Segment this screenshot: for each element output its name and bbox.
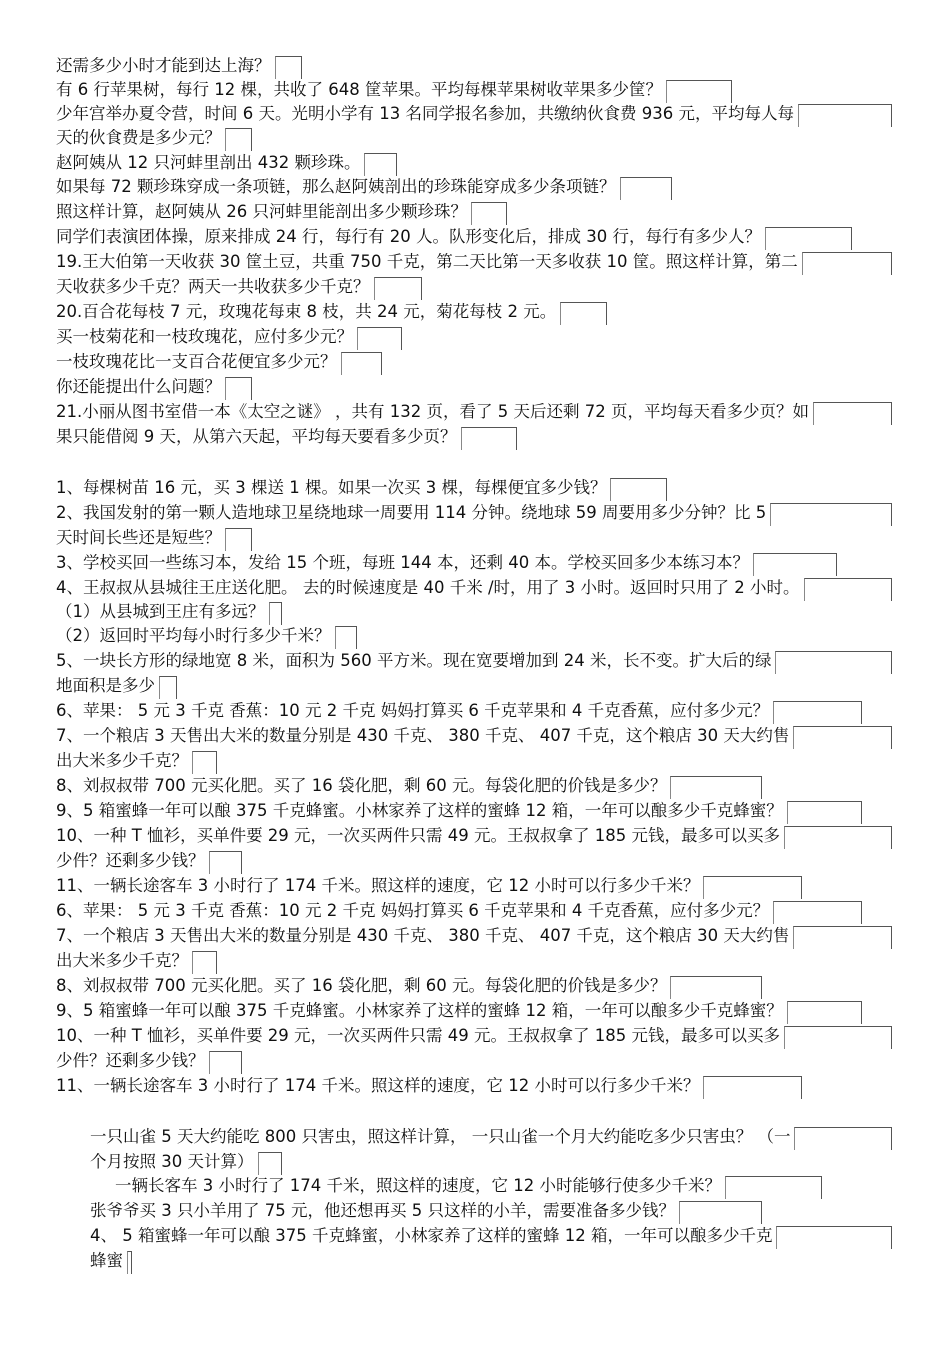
line-frame: [773, 901, 862, 924]
text-line: 果只能借阅 9 天，从第六天起，平均每天要看多少页？: [56, 427, 457, 446]
text-line: 5、一块长方形的绿地宽 8 米，面积为 560 平方米。现在宽要增加到 24 米，长不变。扩大后的绿: [56, 651, 772, 670]
text-line: 买一枝菊花和一枝玫瑰花，应付多少元？: [56, 327, 353, 346]
line-frame: [793, 726, 892, 749]
text-line: 1、每棵树苗 16 元，买 3 棵送 1 棵。如果一次买 3 棵，每棵便宜多少钱？: [56, 478, 607, 497]
line-frame: [670, 776, 762, 799]
line-frame: [374, 277, 422, 300]
line-frame: [209, 851, 242, 874]
text-line: 个月按照 30 天计算）: [90, 1152, 254, 1171]
text-line: 7、一个粮店 3 天售出大米的数量分别是 430 千克、 380 千克、 407 千克，这个粮店 30 天大约售: [56, 926, 790, 945]
line-frame: [770, 503, 892, 526]
text-line: 11、一辆长途客车 3 小时行了 174 千米。照这样的速度，它 12 小时可以行多少千米？: [56, 1076, 700, 1095]
line-frame: [775, 651, 892, 674]
line-frame: [258, 1152, 282, 1175]
line-frame: [192, 951, 217, 974]
line-frame: [804, 578, 892, 601]
line-frame: [225, 528, 252, 551]
line-frame: [461, 427, 517, 450]
text-line: 同学们表演团体操，原来排成 24 行，每行有 20 人。队形变化后，排成 30 行，每行有多少人？: [56, 227, 761, 246]
text-line: （2）返回时平均每小时行多少千米？: [56, 626, 331, 645]
text-line: 有 6 行苹果树，每行 12 棵，共收了 648 筐苹果。平均每棵苹果树收苹果多少筐？: [56, 80, 662, 99]
text-line: 一只山雀 5 天大约能吃 800 只害虫，照这样计算， 一只山雀一个月大约能吃多少只害虫？ （一: [90, 1127, 791, 1146]
text-line: 天的伙食费是多少元？: [56, 128, 221, 147]
text-line: 天时间长些还是短些？: [56, 528, 221, 547]
text-line: 赵阿姨从 12 只河蚌里剖出 432 颗珍珠。: [56, 153, 361, 172]
line-frame: [364, 153, 397, 176]
line-frame: [787, 801, 862, 824]
line-frame: [703, 876, 802, 899]
line-frame: [813, 402, 892, 425]
text-line: 10、一种 T 恤衫，买单件要 29 元，一次买两件只需 49 元。王叔叔拿了 185 元钱，最多可以买多: [56, 1026, 781, 1045]
text-line: 你还能提出什么问题？: [56, 377, 221, 396]
line-frame: [787, 1001, 862, 1024]
line-frame: [209, 1051, 242, 1074]
line-frame: [357, 327, 402, 350]
line-frame: [776, 1226, 892, 1249]
text-line: 还需多少小时才能到达上海？: [56, 56, 271, 75]
text-line: 6、苹果： 5 元 3 千克 香蕉：10 元 2 千克 妈妈打算买 6 千克苹果和 4 千克香蕉，应付多少元？: [56, 901, 770, 920]
line-frame: [620, 177, 672, 200]
text-line: 19.王大伯第一天收获 30 筐土豆，共重 750 千克，第二天比第一天多收获 10 筐。照这样计算，第二: [56, 252, 798, 271]
line-frame: [784, 1026, 892, 1049]
text-line: 照这样计算，赵阿姨从 26 只河蚌里能剖出多少颗珍珠？: [56, 202, 467, 221]
line-frame: [225, 128, 252, 151]
text-line: 9、5 箱蜜蜂一年可以酿 375 千克蜂蜜。小林家养了这样的蜜蜂 12 箱，一年可以酿多少千克蜂蜜？: [56, 801, 783, 820]
line-frame: [773, 701, 862, 724]
text-line: 少年宫举办夏令营，时间 6 天。光明小学有 13 名同学报名参加，共缴纳伙食费 936 元，平均每人每: [56, 104, 794, 123]
line-frame: [802, 252, 892, 275]
line-frame: [471, 202, 507, 225]
line-frame: [794, 1127, 892, 1150]
line-frame: [784, 826, 892, 849]
text-line: 出大米多少千克？: [56, 951, 188, 970]
text-line: 11、一辆长途客车 3 小时行了 174 千米。照这样的速度，它 12 小时可以行多少千米？: [56, 876, 700, 895]
line-frame: [341, 352, 382, 375]
line-frame: [703, 1076, 802, 1099]
line-frame: [610, 478, 667, 501]
line-frame: [225, 377, 252, 400]
text-line: 地面积是多少: [56, 676, 155, 695]
text-line: 4、王叔叔从县城往王庄送化肥。 去的时候速度是 40 千米 /时，用了 3 小时。返回时只用了 2 小时。: [56, 578, 800, 597]
text-line: 一辆长客车 3 小时行了 174 千米，照这样的速度，它 12 小时能够行使多少千米？: [115, 1176, 721, 1195]
text-line: 张爷爷买 3 只小羊用了 75 元，他还想再买 5 只这样的小羊，需要准备多少钱？: [90, 1201, 675, 1220]
text-line: 4、 5 箱蜜蜂一年可以酿 375 千克蜂蜜，小林家养了这样的蜜蜂 12 箱，一年可以酿多少千克: [90, 1226, 773, 1245]
line-frame: [275, 56, 302, 79]
text-line: 少件？还剩多少钱？: [56, 851, 205, 870]
text-line: 9、5 箱蜜蜂一年可以酿 375 千克蜂蜜。小林家养了这样的蜜蜂 12 箱，一年可以酿多少千克蜂蜜？: [56, 1001, 783, 1020]
text-line: 出大米多少千克？: [56, 751, 188, 770]
text-line: 天收获多少千克？两天一共收获多少千克？: [56, 277, 370, 296]
text-line: 蜂蜜: [90, 1251, 123, 1270]
text-line: 7、一个粮店 3 天售出大米的数量分别是 430 千克、 380 千克、 407 千克，这个粮店 30 天大约售: [56, 726, 790, 745]
text-line: 8、刘叔叔带 700 元买化肥。买了 16 袋化肥，剩 60 元。每袋化肥的价钱是多少？: [56, 776, 667, 795]
text-line: 20.百合花每枝 7 元，玫瑰花每束 8 枝，共 24 元，菊花每枝 2 元。: [56, 302, 557, 321]
text-line: 一枝玫瑰花比一支百合花便宜多少元？: [56, 352, 337, 371]
line-frame: [793, 926, 892, 949]
line-frame: [269, 602, 282, 625]
line-frame: [560, 302, 607, 325]
line-frame: [192, 751, 217, 774]
line-frame: [335, 626, 357, 649]
text-line: 6、苹果： 5 元 3 千克 香蕉：10 元 2 千克 妈妈打算买 6 千克苹果和 4 千克香蕉，应付多少元？: [56, 701, 770, 720]
text-line: 8、刘叔叔带 700 元买化肥。买了 16 袋化肥，剩 60 元。每袋化肥的价钱是多少？: [56, 976, 667, 995]
line-frame: [798, 104, 892, 127]
line-frame: [753, 553, 837, 576]
text-line: （1）从县城到王庄有多远？: [56, 602, 265, 621]
text-line: 2、我国发射的第一颗人造地球卫星绕地球一周要用 114 分钟。绕地球 59 周要用多少分钟？比 5: [56, 503, 767, 522]
text-line: 如果每 72 颗珍珠穿成一条项链，那么赵阿姨剖出的珍珠能穿成多少条项链？: [56, 177, 616, 196]
text-line: 少件？还剩多少钱？: [56, 1051, 205, 1070]
text-line: 10、一种 T 恤衫，买单件要 29 元，一次买两件只需 49 元。王叔叔拿了 185 元钱，最多可以买多: [56, 826, 781, 845]
text-line: 21.小丽从图书室借一本《太空之谜》 ，共有 132 页，看了 5 天后还剩 72 页，平均每天看多少页？如: [56, 402, 809, 421]
line-frame: [670, 976, 762, 999]
line-frame: [159, 676, 177, 699]
line-frame: [765, 227, 852, 250]
line-frame: [666, 80, 732, 103]
text-line: 3、学校买回一些练习本，发给 15 个班，每班 144 本，还剩 40 本。学校买回多少本练习本？: [56, 553, 749, 572]
line-frame: [127, 1251, 132, 1274]
line-frame: [725, 1176, 822, 1199]
line-frame: [679, 1201, 762, 1224]
